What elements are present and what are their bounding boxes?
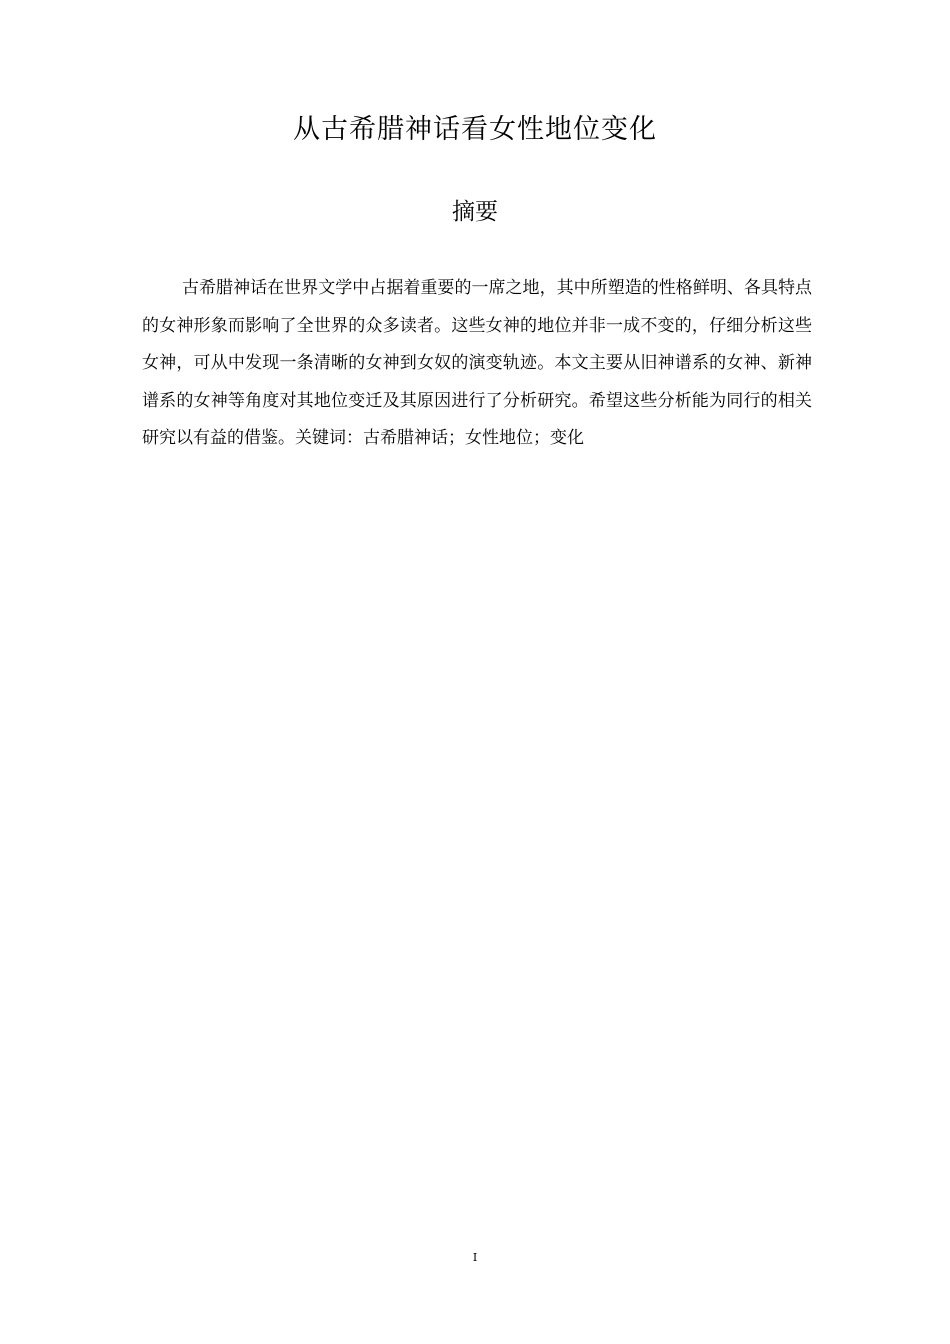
abstract-heading: 摘要 [452, 199, 498, 225]
abstract-paragraph: 古希腊神话在世界文学中占据着重要的一席之地，其中所塑造的性格鲜明、各具特点的女神形象而影响了全世界的众多读者。这些女神的地位并非一成不变的，仔细分析这些女神，可从中发现一条清晰的女神到女奴的演变轨迹。本文主要从旧神谱系的女神、新神谱系的女神等角度对其地位变迁及其原因进行了分析研究。希望这些分析能为同行的相关研究以有益的借鉴。关键词：古希腊神话；女性地位；变化 [142, 278, 812, 449]
document-title: 从古希腊神话看女性地位变化 [293, 114, 657, 145]
page-number: I [472, 1251, 478, 1264]
